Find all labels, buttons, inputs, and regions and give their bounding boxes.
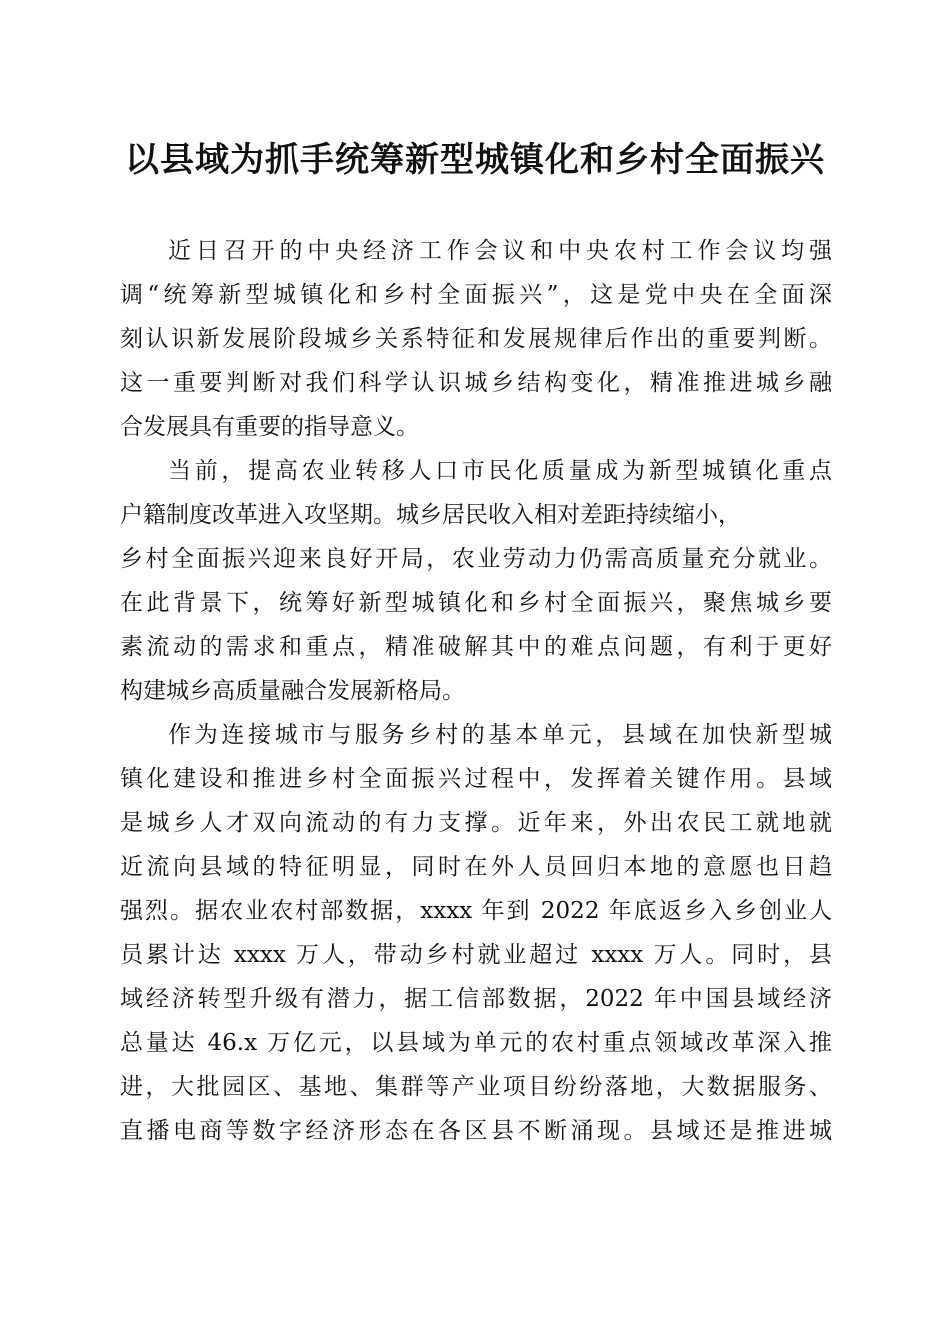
paragraph-3: [120, 713, 832, 1153]
paragraph-line: 直播电商等数字经济形态在各区县不断涌现。县域还是推进城: [120, 1118, 832, 1144]
paragraph-line: 近流向县域的特征明显，同时在外人员回归本地的意愿也日趋: [120, 854, 832, 880]
paragraph-line: 这一重要判断对我们科学认识城乡结构变化，精准推进城乡融: [120, 370, 832, 396]
paragraph-line: 调“统筹新型城镇化和乡村全面振兴”，这是党中央在全面深: [120, 282, 832, 308]
paragraph-line: 在此背景下，统筹好新型城镇化和乡村全面振兴，聚焦城乡要: [120, 590, 832, 616]
paragraph-line: 员累计达 xxxx 万人，带动乡村就业超过 xxxx 万人。同时，县: [120, 942, 832, 968]
paragraph-1: [120, 229, 832, 449]
paragraph-line: 户籍制度改革进入攻坚期。城乡居民收入相对差距持续缩小，: [120, 502, 741, 528]
paragraph-line: 域经济转型升级有潜力，据工信部数据，2022 年中国县域经济: [120, 986, 832, 1012]
paragraph-line: 总量达 46.x 万亿元，以县域为单元的农村重点领域改革深入推: [120, 1030, 832, 1056]
paragraph-line: 是城乡人才双向流动的有力支撑。近年来，外出农民工就地就: [120, 810, 832, 836]
paragraph-line: 进，大批园区、基地、集群等产业项目纷纷落地，大数据服务、: [120, 1074, 832, 1100]
paragraph-line: 素流动的需求和重点，精准破解其中的难点问题，有利于更好: [120, 634, 832, 660]
paragraph-line: 乡村全面振兴迎来良好开局，农业劳动力仍需高质量充分就业。: [120, 546, 832, 572]
paragraph-line: 镇化建设和推进乡村全面振兴过程中，发挥着关键作用。县域: [120, 766, 832, 792]
paragraph-line: 构建城乡高质量融合发展新格局。: [120, 678, 465, 704]
paragraph-line: 当前，提高农业转移人口市民化质量成为新型城镇化重点: [168, 458, 832, 484]
paragraph-line: 作为连接城市与服务乡村的基本单元，县域在加快新型城: [168, 722, 832, 748]
paragraph-line: 刻认识新发展阶段城乡关系特征和发展规律后作出的重要判断。: [120, 326, 832, 352]
paragraph-line: 强烈。据农业农村部数据，xxxx 年到 2022 年底返乡入乡创业人: [120, 898, 832, 924]
paragraph-2: [120, 449, 832, 713]
document-body: [120, 229, 832, 1153]
paragraph-line: 合发展具有重要的指导意义。: [120, 414, 419, 440]
paragraph-line: 近日召开的中央经济工作会议和中央农村工作会议均强: [168, 238, 832, 264]
document-title: 以县域为抓手统筹新型城镇化和乡村全面振兴: [125, 140, 825, 180]
